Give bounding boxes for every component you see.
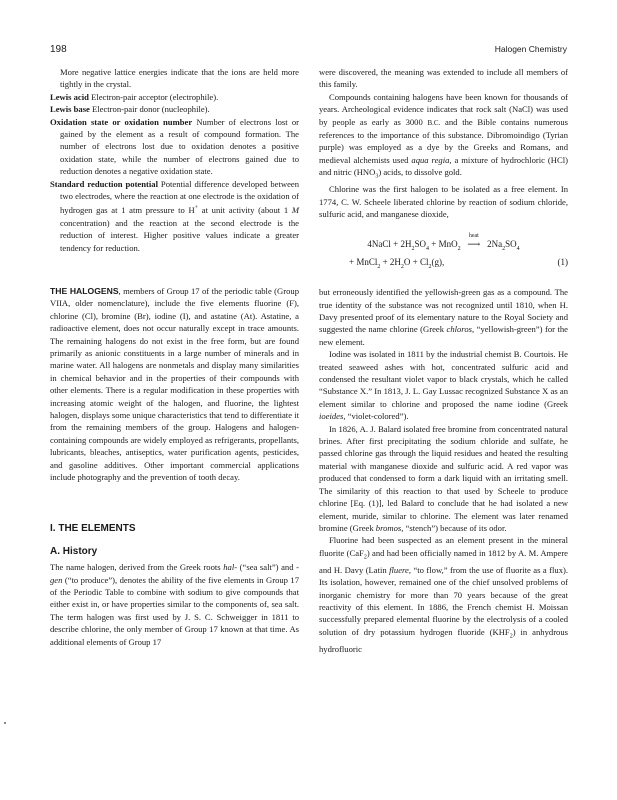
subscript: 3 bbox=[375, 173, 379, 180]
left-column bbox=[50, 66, 299, 648]
glossary-entry-oxidation-state bbox=[50, 116, 299, 178]
glossary-term: Lewis base bbox=[50, 104, 90, 115]
text: , “violet-colored”). bbox=[343, 411, 409, 422]
halogens-intro-paragraph bbox=[50, 285, 299, 484]
history-paragraph bbox=[50, 561, 299, 648]
equation-line-2 bbox=[319, 255, 568, 274]
paragraph-3: Chlorine was the first halogen to be isolated as a free element. In 1774, C. W. Scheele liberated chlorine by reaction of sodium chloride, sulfuric acid, and manganese dioxide, bbox=[319, 184, 568, 220]
text: but erroneously identified the yellowish-green gas as a compound. The true identity of the substance was not recognized until 1810, when H. Davy presented proof of its elementary nature to the Royal Society and suggested the name chlorine (Greek bbox=[319, 287, 568, 335]
glossary-entry-lewis-acid bbox=[50, 91, 299, 103]
root-gen: -gen bbox=[50, 562, 299, 585]
text: Compounds containing halogens have been known for thousands of years. Archeological evidence indicates that rock salt (NaCl) was used by people as early as 3000 bbox=[319, 91, 568, 127]
glossary-continuation: More negative lattice energies indicate that the ions are held more tightly in the crystal. bbox=[60, 67, 299, 90]
glossary-term: Standard reduction potential bbox=[50, 178, 158, 189]
equation-line-1: 4NaCl + $2H_2SO_4 + MnO_2$ heat ⟶ $2Na_2SO_4$ bbox=[319, 237, 568, 256]
history-text: The name halogen, derived from the Greek roots bbox=[50, 562, 224, 573]
glossary-definition: Electron-pair acceptor (electrophile). bbox=[88, 91, 219, 102]
greek-ioeides: ioeides bbox=[319, 411, 344, 422]
superscript: + bbox=[194, 205, 199, 212]
greek-chloros: chloros bbox=[446, 324, 472, 335]
text: ) and had been officially named in 1812 by A. M. Ampere and H. Davy (Latin bbox=[319, 547, 568, 575]
glossary-definition: at unit activity (about 1 bbox=[198, 205, 292, 216]
glossary-definition: Potential difference developed between two electrodes, where the reaction at one electrode is the oxidation of hydrogen gas at 1 atm pressure to H bbox=[60, 178, 299, 216]
greek-bromos: bromos bbox=[375, 522, 402, 533]
paragraph-1: were discovered, the meaning was extended to include all members of this family. bbox=[319, 67, 568, 90]
text: ) in anhydrous hydrofluoric bbox=[319, 626, 568, 654]
halogens-text: , members of Group 17 of the periodic table (Group VIIA, older nomenclature), include the five elements fluorine (F), chlorine (Cl), bromine (Br), iodine (I), and astatine (At). Astatine, a radioactive element, does not occur naturally except in trace amounts. The remaining halogens do not exist in the free form, but are found primarily as anionic constituents in a large number of minerals and in marine water. All halogens are nonmetals and display many similarities in chemical behavior and in the properties of their compounds with other elements. There is a regular modification in these properties with increasing atomic weight of the halogen, and fluorine, the lightest halogen, displays some unique characteristics that tend to differentiate it from the remaining members of the group. Halogens and halogen-containing compounds are widely employed as refrigerants, propellants, lubricants, bleaches, antiseptics, water purification agents, pesticides, and gasoline additives. Other important commercial applications include photography and the prevention of tooth decay. bbox=[50, 285, 299, 483]
subsection-heading: A. History bbox=[50, 545, 98, 557]
glossary-term: Lewis acid bbox=[50, 91, 89, 102]
latin-fluere: fluere bbox=[389, 564, 409, 575]
text: , “to flow,” from the use of fluorite as a flux). Its isolation, however, remained one of the chief unsolved problems of inorganic chemistry for more than 70 years because of the great reactivity of this element. In 1886, the French chemist H. Moissan successfully prepared elemental fluorine by the electrolysis of a cooled solution of dry potassium hydrogen fluoride (KHF bbox=[319, 564, 569, 637]
aqua-regia: aqua regia bbox=[411, 154, 450, 165]
glossary-definition: concentration) and the reaction at the second electrode is the reduction of interest. Higher positive values indicate a greater tendency for reduction. bbox=[60, 217, 299, 253]
molar-symbol: M bbox=[291, 205, 299, 216]
paragraph-5 bbox=[319, 348, 568, 422]
paragraph-4 bbox=[319, 286, 568, 348]
equation-products: + MnCl$_2$ + $2H_2O + Cl_2(g)$, bbox=[349, 257, 445, 271]
paragraph-7: Fluorine had been suspected as an element present in the mineral fluorite (CaF$_2$) and had been officially named in 1812 by A. M. Ampere and H. Davy (Latin fluere, “to flow,” from the use of fluorite as a flux). Its isolation, however, remained one of the chief unsolved problems of inorganic chemistry for more than 70 years because of the great reactivity of this element. In 1886, the French chemist H. Moissan successfully prepared elemental fluorine by the electrolysis of a cooled solution of dry potassium hydrogen fluoride $(KHF_2)$ in anhydrous hydrofluoric bbox=[319, 535, 569, 654]
paragraph-2 bbox=[319, 91, 568, 184]
right-column bbox=[319, 66, 568, 655]
margin-mark bbox=[4, 722, 6, 724]
text: , “stench”) because of its odor. bbox=[401, 522, 507, 533]
halogens-lead: THE HALOGENS bbox=[50, 285, 119, 296]
glossary-entry-standard-reduction-potential bbox=[50, 178, 299, 254]
text: , “yellowish-green”) for the new element. bbox=[319, 324, 569, 347]
running-title: Halogen Chemistry bbox=[494, 44, 567, 54]
text: ) acids, to dissolve gold. bbox=[378, 167, 462, 178]
text: In 1826, A. J. Balard isolated free bromine from concentrated natural brines. After first precipitating the sodium chloride and sulfate, he passed chlorine gas through the liquid residues and heated the resulting material with manganese dioxide and sulfuric acid. A red vapor was produced that condensed to form a dark liquid with an irritating smell. The similarity of this reaction to that used by Scheele to produce chlorine [Eq. (1)], led Balard to conclude that he had isolated a new element, muride, similar to chlorine. The element was later renamed bromine (Greek bbox=[319, 423, 568, 533]
glossary-term: Oxidation state or oxidation number bbox=[50, 116, 193, 127]
reaction-arrow: heat ⟶ bbox=[463, 237, 485, 251]
text: and the Bible contains numerous references to the importance of this substance. Dibromoindigo (Tyrian purple) was employed as a dye by the Greeks and Romans, and medieval alchemists used bbox=[319, 116, 568, 165]
history-text: (“sea salt”) and bbox=[237, 562, 297, 573]
paragraph-6 bbox=[319, 423, 568, 535]
equation-number: (1) bbox=[557, 257, 568, 268]
era-abbrev: B.C. bbox=[427, 118, 441, 127]
history-text: (“to produce”), denotes the ability of the five elements in Group 17 of the Periodic Table to combine with sodium to give compounds that either exist in, or have properties similar to the components of, sea salt. The term halogen was first used by J. S. C. Schweigger in 1811 to describe chlorine, the only member of Group 17 known at that time. As additional elements of Group 17 bbox=[50, 574, 299, 647]
section-heading: I. THE ELEMENTS bbox=[50, 523, 136, 535]
glossary-definition: Electron-pair donor (nucleophile). bbox=[89, 104, 210, 115]
glossary-entry-lewis-base bbox=[50, 103, 299, 115]
equation-text: 4NaCl + 2H bbox=[367, 238, 412, 249]
page-number: 198 bbox=[50, 44, 67, 55]
text: Iodine was isolated in 1811 by the industrial chemist B. Courtois. He treated seaweed ashes with hot, concentrated sulfuric acid and condensed the resultant violet vapor to black crystals, which he called “Substance X.” In 1813, J. L. Gay Lussac recognized Substance X as an element similar to chlorine and proposed the name iodine (Greek bbox=[319, 349, 568, 409]
glossary-definition: Number of electrons lost or gained by the element as a result of compound formation. The number of electrons lost due to oxidation denotes a positive oxidation state, while the number of electrons gained due to reduction denotes a negative oxidation state. bbox=[60, 116, 299, 177]
text: Fluorine had been suspected as an element present in the mineral fluorite (CaF bbox=[319, 535, 568, 558]
root-hal: hal- bbox=[223, 562, 238, 573]
text: , a mixture of hydrochloric (HCl) and nitric (HNO bbox=[319, 154, 568, 178]
heat-label: heat bbox=[468, 232, 479, 239]
